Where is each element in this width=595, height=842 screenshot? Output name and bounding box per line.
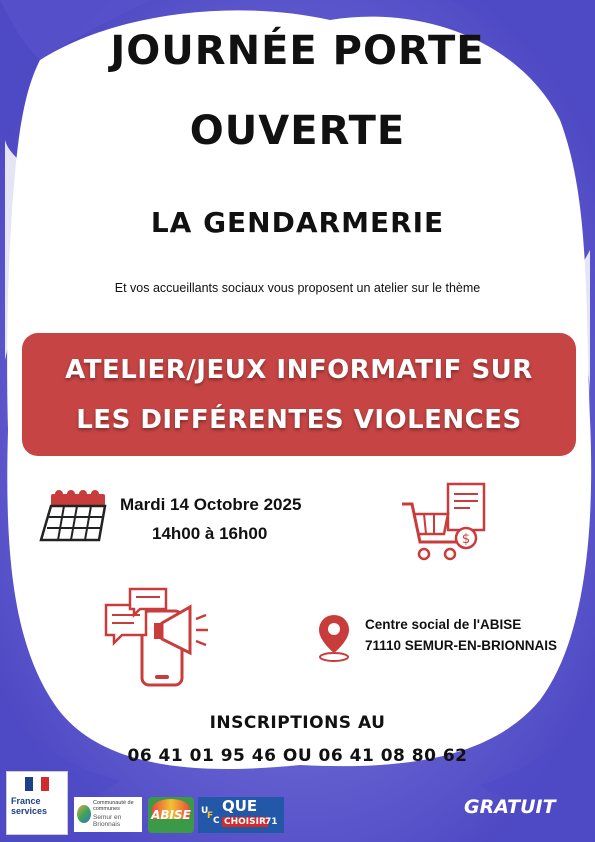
banner-line1: ATELIER/JEUX INFORMATIF SUR [65,354,533,385]
ufc-f-letter: F [207,811,214,821]
que-choisir-number: 71 [265,817,278,827]
event-hours: 14h00 à 16h00 [152,524,268,543]
price-label: GRATUIT [464,796,556,818]
intro-text: Et vos accueillants sociaux vous proposent un atelier sur le thème [114,281,481,295]
svg-text:$: $ [461,532,471,547]
marianne-icon [25,777,49,791]
communaute-communes-logo [74,797,142,832]
page-title-line2: OUVERTE [189,108,406,154]
france-services-text: France services [11,796,48,816]
registration-phones: 06 41 01 95 46 OU 06 41 08 80 62 [127,746,468,766]
location-pin-icon [316,613,352,663]
cc-text: Communauté de communes [93,800,134,812]
banner-line2: LES DIFFÉRENTES VIOLENCES [76,404,522,435]
ufc-c-letter: C [213,816,220,826]
phone-megaphone-icon [100,583,212,689]
ufc-que-choisir-logo [198,797,284,833]
subtitle: LA GENDARMERIE [150,206,445,239]
france-services-logo [6,771,68,835]
location-city: 71110 SEMUR-EN-BRIONNAIS [365,638,558,653]
registration-label: INSCRIPTIONS AU [209,713,386,733]
cc-emblem-icon [77,805,91,823]
shopping-cart-receipt-icon [398,480,490,570]
semur-text: Semur en Brionnais [93,814,122,828]
calendar-icon [37,488,109,548]
ufc-u-letter: U [201,806,209,816]
abise-text: ABISE [151,808,191,822]
workshop-banner [22,333,576,456]
location-name: Centre social de l'ABISE [365,617,522,632]
event-date: Mardi 14 Octobre 2025 [120,495,302,514]
page-title-line1: JOURNÉE PORTE [110,28,485,74]
abise-logo [148,797,194,833]
que-text: QUE [222,797,258,815]
choisir-text: CHOISIR [224,817,266,827]
